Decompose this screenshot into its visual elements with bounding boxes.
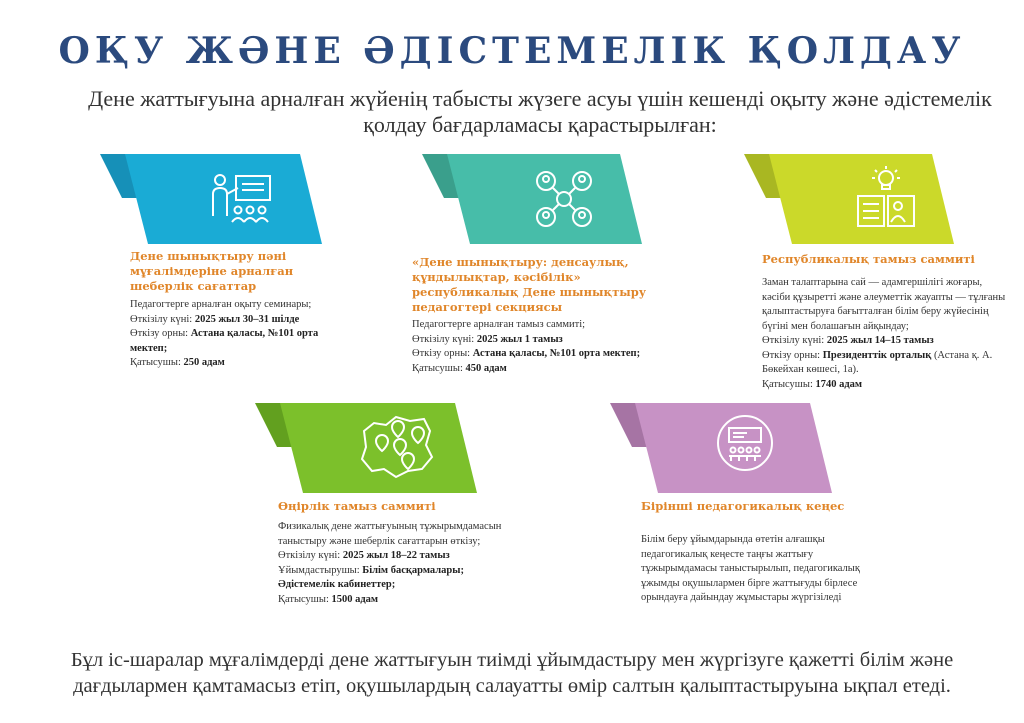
card-place: Өткізу орны: Астана қаласы, №101 орта мектеп; [412,348,641,359]
card-body [762,276,1012,392]
card-count: Қатысушы: 1500 адам [278,593,379,605]
page-title: ОҚУ ЖӘНЕ ӘДІСТЕМЕЛІК ҚОЛДАУ [58,30,966,72]
region-map-pins-icon [356,411,436,479]
classroom-board-icon [716,414,774,472]
card-date: Өткізілу күні: 2025 жыл 1 тамыз [412,333,563,345]
page-footer: Бұл іс-шаралар мұғалімдерді дене жаттығуын тиімді ұйымдастыру мен жүргізуге қажетті білім және дағдылармен қамтамасыз етіп, оқушылардың салауатты өмір салтын қалыптастыруына ықпал етеді. [70,649,954,697]
card-title: Өңірлік тамыз саммиті [278,499,436,513]
card-count: Қатысушы: 1740 адам [762,378,863,390]
network-people-icon [532,167,596,231]
card-org: Ұйымдастырушы: Білім басқармалары; Әдістемелік кабинеттер; [278,564,464,590]
card-desc: Заман талаптарына сай — адамгершілігі жоғары, кәсіби құзыретті және әлеуметтік жауапты — тұлғаны қалыптастыруға бағытталған білім беру жүйесінің бүгіні мен болашағын айқындау; [762,277,1006,332]
page-subtitle: Дене жаттығуына арналған жүйенің табысты жүзеге асуы үшін кешенді оқыту және әдістемелік қолдау бағдарламасы қарастырылған: [88,86,992,137]
card-count: Қатысушы: 250 адам [130,357,225,368]
card-title: Республикалық тамыз саммиті [762,252,975,266]
idea-book-icon [854,166,918,232]
card-place: Өткізу орны: Президенттік орталық (Астана қ. А. Бөкейхан көшесі, 1а). [762,349,993,375]
card-date: Өткізілу күні: 2025 жыл 30–31 шілде [130,313,300,325]
card-count: Қатысушы: 450 адам [412,362,507,374]
card-date: Өткізілу күні: 2025 жыл 14–15 тамыз [762,335,934,346]
card-desc: Білім беру ұйымдарында өтетін алғашқы педагогикалық кеңесте таңғы жаттығу тұжырымдамасы таныстырылып, педагогикалық ұжымды оқушылармен бірге жаттығуды бірлесе орындауға дайындау жұмыстары жүргізіледі [641,534,860,603]
card-title: Бірінші педагогикалық кеңес [641,499,845,513]
teacher-presentation-icon [208,172,276,226]
card-desc: Физикалық дене жаттығуының тұжырымдамасын таныстыру және шеберлік сағаттарын өткізу; [278,521,502,547]
card-place: Өткізу орны: Астана қаласы, №101 орта мектеп; [130,328,319,354]
card-title: «Дене шынықтыру: денсаулық, құндылықтар, кәсібілік» республикалық Дене шынықтыру педагогтері секциясы [412,255,647,314]
card-body [412,318,682,376]
card-desc: Педагогтерге арналған тамыз саммиті; [412,319,586,330]
card-title: Дене шынықтыру пәні мұғалімдеріне арналған шеберлік сағаттар [130,249,294,293]
card-body [130,298,345,371]
card-desc: Педагогтерге арналған оқыту семинары; [130,299,312,310]
card-date: Өткізілу күні: 2025 жыл 18–22 тамыз [278,550,450,561]
banner-lime [744,154,954,244]
card-body [278,520,523,607]
card-body [641,533,871,606]
